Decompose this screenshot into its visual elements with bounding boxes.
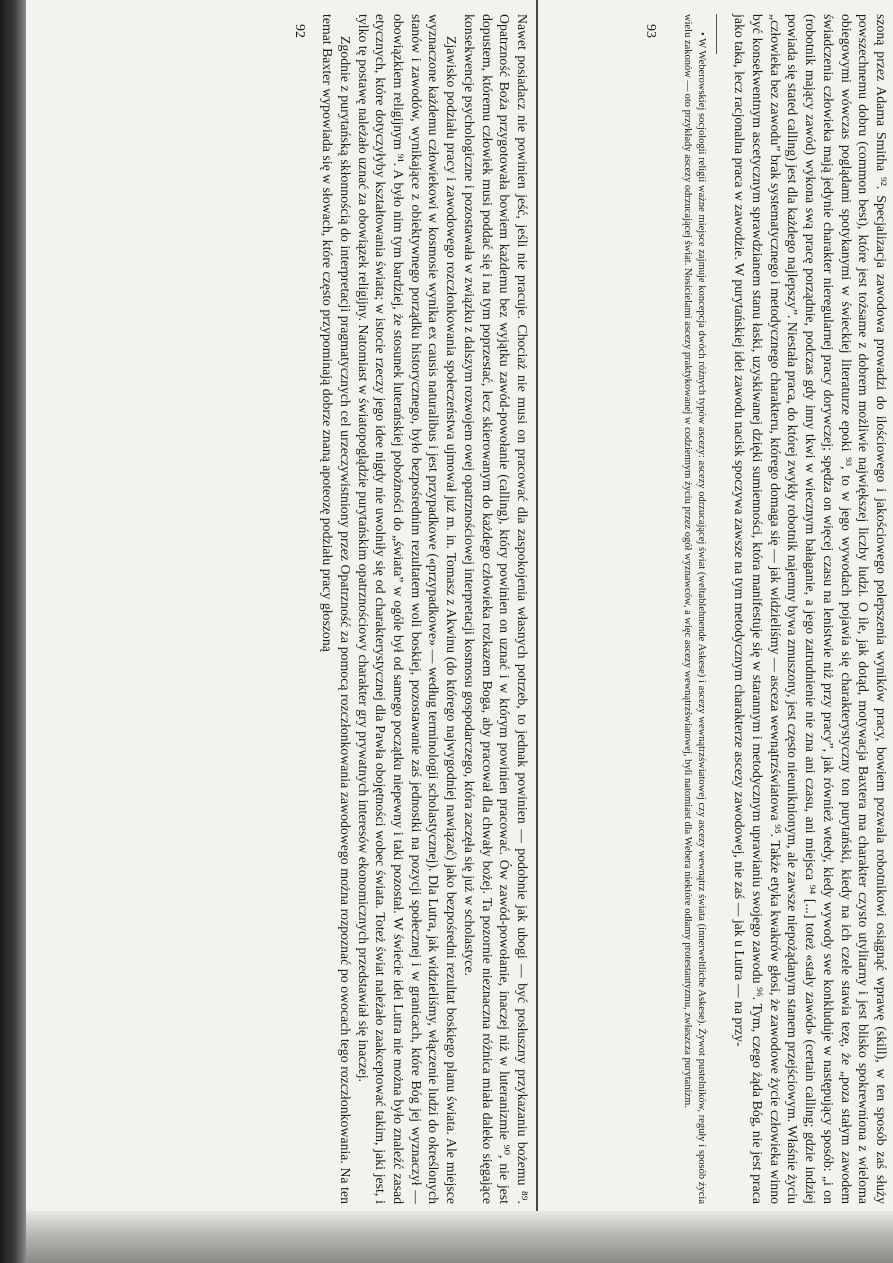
left-page-number: 92 xyxy=(291,24,307,38)
footnote: • W Weberowskiej socjologii religii ważne miejsce zajmuje koncepcja dwóch różnych typów ascezy: ascezy odrzucającej świat (weltablehnende Askese) i ascezy wewnątrzświatowej czy ascezy wewnątrz świata (innerweltliche Askese). Żywot pustelników, reguły i sposób życia wielu zakonów — oto przykłady ascezy odrzucającej świat. Nosicielami ascezy praktykowanej w codziennym życiu przez ogół wyznawców, a więc ascezy wewnątrzświatowej, byli natomiast dla Webera niektóre odłamy protestantyzmu, zwłaszcza purytanizm. xyxy=(682,14,707,1204)
footnote-separator xyxy=(716,14,717,54)
right-page xyxy=(540,0,893,1212)
book-spine-shadow xyxy=(0,0,26,1263)
right-page-number: 93 xyxy=(643,24,659,38)
left-paragraph-3: Zgodnie z purytańską skłonnością do interpretacji pragmatycznych cel urzeczywistniony przez Opatrzność za pomocą rozczłonkowania zawodowego można rozpoznać po owocach tego rozczłonkowania. Na ten temat Baxter wypowiada się w słowach, które często przypominają dobrze znaną apoteozę podziału pracy głoszoną xyxy=(320,14,353,1204)
left-paragraph-1: Nawet posiadacz nie powinien jeść, jeśli nie pracuje. Chociaż nie musi on pracować dla zaspokojenia własnych potrzeb, to jednak powinien — podobnie jak ubogi — być posłuszny przykazaniu bożemu ⁸⁹. Opatrzność Boża przygotowała bowiem każdemu bez wyjątku zawód-powołanie (calling), który powinien on uznać i w którym powinien pracować. Ów zawód-powołanie, inaczej niż w luteranizmie ⁹⁰, nie jest dopustem, któremu człowiek musi poddać się i na tym poprzestać, lecz skierowanym do każdego człowieka rozkazem Boga, aby pracował dla chwały bożej. Ta pozornie nieznaczna różnica miała daleko sięgające konsekwencje psychologiczne i pozostawała w związku z dalszym rozwojem owej opatrznościowej interpretacji kosmosu gospodarczego, która zaczęła się już w scholastyce. xyxy=(461,14,530,1204)
left-page-text-block xyxy=(36,14,531,1204)
scan-bottom-edge xyxy=(26,1211,893,1263)
left-paragraph-2: Zjawisko podziału pracy i zawodowego rozczłonkowania społeczeństwa ujmował już m. in. Tomasz z Akwinu (do którego najwygodniej nawiązać) jako bezpośredni rezultat boskiego planu świata. Ale miejsce wyznaczone każdemu człowiekowi w kosmosie wynika ex causis naturalibus i jest przypadkowe («przypadkowe» — według terminologii scholastycznej). Dla Lutra, jak widzieliśmy, włączenie ludzi do określonych stanów i zawodów, wynikające z obiektywnego porządku historycznego, było bezpośrednim rezultatem woli boskiej, pozostawanie zaś jednostki na pozycji społecznej i w granicach, które Bóg jej wyznaczył — obowiązkiem religijnym ⁹¹. A było nim tym bardziej, że stosunek luterańskiej pobożności do „świata” w ogóle był od samego początku niepewny i taki pozostał. W świecie idei Lutra nie można było znaleźć zasad etycznych, które dotyczyłyby kształtowania świata; w istocie rzeczy jego idee nigdy nie uwolniły się od charakterystycznej dla Pawła obojętności wobec świata. Toteż świat należało zaakceptować takim, jaki jest, i tylko tę postawę należało uznać za obowiązek religijny. Natomiast w światopoglądzie purytańskim opatrznościowy charakter gry prywatnych interesów ekonomicznych przedstawiał się inaczej. xyxy=(355,14,460,1204)
right-paragraph-1: szoną przez Adama Smitha ⁹². Specjalizacja zawodowa prowadzi do ilościowego i jakościowego polepszenia wyników pracy, bowiem pozwala robotnikowi osiągnąć wprawę (skill), w ten sposób zaś służy powszechnemu dobru (common best), które jest tożsame z dobrem możliwie największej liczby ludzi. O ile, jak dotąd, motywacja Baxtera ma charakter czysto utylitarny i jest blisko spokrewniona z wieloma obiegowymi wówczas poglądami spotykanymi w świeckiej literaturze epoki ⁹³, to w jego wywodach pojawia się charakterystyczny ton purytański, kiedy na ich czele stawia tezę, że „poza stałym zawodem świadczenia człowieka mają jedynie charakter nieregularnej pracy dorywczej; spędza on więcej czasu na lenistwie niż przy pracy”, jak również wtedy, kiedy wywody swe konkluduje w następujący sposób: „i on (robotnik mający zawód) wykona swą pracę porządnie, podczas gdy inny tkwi w wiecznym bałaganie, a jego zatrudnienie nie zna ani czasu, ani miejsca ⁹⁴ [...] toteż «stały zawód» (certain calling; gdzie indziej powiada się stated calling) jest dla każdego najlepszy”. Niestała praca, do której zwykły robotnik najemny bywa zmuszony, jest często nieuniknionym, ale zawsze niepożądanym stanem przejściowym. Właśnie życiu „człowieka bez zawodu” brak systematycznego i metodycznego charakteru, którego domaga się — jak widzieliśmy — asceza wewnątrzświatowa ⁹⁵. Także etyka kwakrów głosi, że zawodowe życie człowieka winno być konsekwentnym ascetycznym sprawdzianem stanu łaski, uzyskiwanej dzięki sumienności, która manifestuje się w starannym i metodycznym uprawianiu swojego zawodu ⁹⁶. Tym, czego żąda Bóg, nie jest praca jako taka, lecz racjonalna praca w zawodzie. W purytańskiej idei zawodu nacisk spoczywa zawsze na tym metodycznym charakterze ascezy zawodowej, nie zaś — jak u Lutra — na przy- xyxy=(732,14,889,1204)
left-page xyxy=(26,0,534,1212)
page-gutter xyxy=(536,0,538,1263)
right-page-text-block xyxy=(544,14,890,1204)
